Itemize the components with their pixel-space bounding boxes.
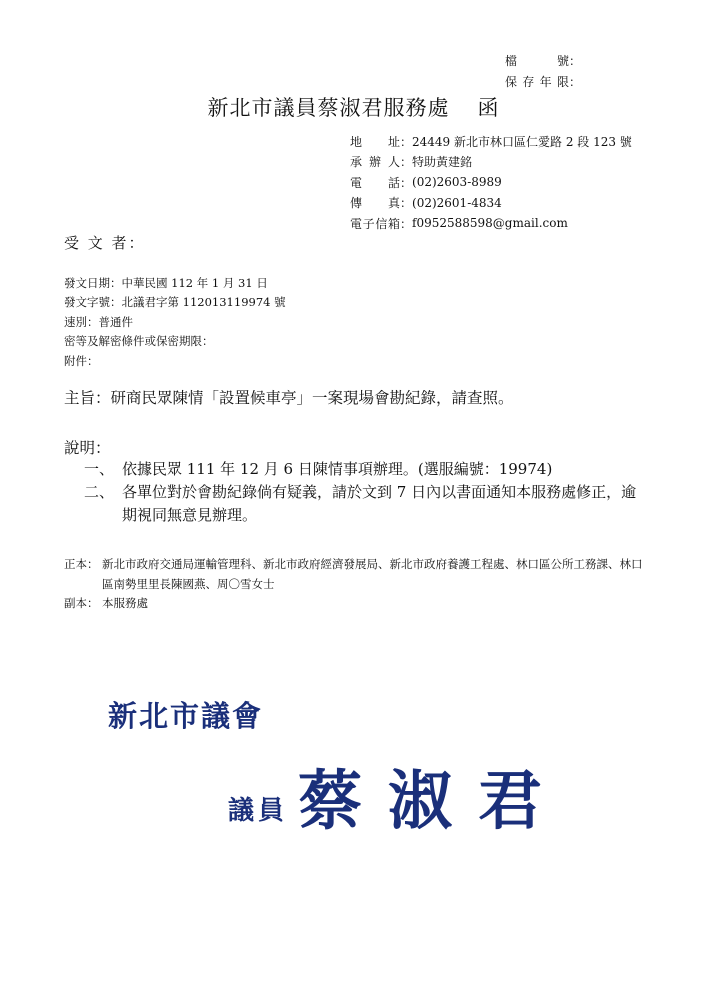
original-label: 正本： xyxy=(64,557,99,571)
subject-line: 主旨：研商民眾陳情「設置候車亭」一案現場會勘紀錄，請查照。 xyxy=(64,389,514,407)
contact-block xyxy=(350,131,632,234)
distribution-block xyxy=(64,555,644,614)
issue-date: 發文日期：中華民國 112 年 1 月 31 日 xyxy=(64,275,268,290)
attachment: 附件： xyxy=(64,353,99,368)
address-value: 24449 新北市林口區仁愛路 2 段 123 號 xyxy=(412,134,632,149)
phone-label: 電 話 xyxy=(350,175,400,190)
file-meta xyxy=(505,50,655,92)
document-title xyxy=(0,92,707,122)
document-type: 函 xyxy=(477,96,500,120)
original-recipients xyxy=(64,555,644,594)
address-row: 地 址 ： 24449 新北市林口區仁愛路 2 段 123 號 xyxy=(350,134,632,149)
phone-value: (02)2603-8989 xyxy=(412,175,502,190)
copy-recipients xyxy=(64,594,644,614)
retention-label: 保存年限 xyxy=(505,75,569,89)
fax-row: 傳 真 ： (02)2601-4834 xyxy=(350,195,502,211)
item-number: 二、 xyxy=(84,483,115,501)
handler-label: 承辦人 xyxy=(350,155,400,170)
document-meta xyxy=(64,273,286,371)
fax-label: 傳 真 xyxy=(350,196,400,211)
file-number-label: 檔 號 xyxy=(505,54,569,68)
description-heading: 說明： xyxy=(64,439,111,457)
copy-value: 本服務處 xyxy=(102,596,148,610)
description-item xyxy=(84,458,642,481)
delivery-speed: 速別：普通件 xyxy=(64,314,133,329)
retention-row: 保存年限 ： xyxy=(505,75,582,89)
council-stamp: 新北市議會 xyxy=(108,699,264,733)
copy-label: 副本： xyxy=(64,596,99,610)
item-number: 一、 xyxy=(84,460,115,478)
item-text: 各單位對於會勘紀錄倘有疑義，請於文到 7 日內以書面通知本服務處修正，逾期視同無意見辦理。 xyxy=(122,483,637,524)
email-value[interactable]: f0952588598@gmail.com xyxy=(412,216,568,231)
description-item xyxy=(84,481,642,527)
handler-value: 特助黃建銘 xyxy=(412,155,473,170)
handler-row: 承辦人 ： 特助黃建銘 xyxy=(350,155,473,170)
phone-row: 電 話 ： (02)2603-8989 xyxy=(350,175,502,190)
councilor-title-stamp: 議員 xyxy=(228,796,289,826)
document-number: 發文字號：北議君字第 112013119974 號 xyxy=(64,295,286,310)
recipient-label: 受 文 者： xyxy=(64,234,146,252)
secrecy-level: 密等及解密條件或保密期限： xyxy=(64,334,214,349)
fax-value: (02)2601-4834 xyxy=(412,195,502,210)
item-text: 依據民眾 111 年 12 月 6 日陳情事項辦理。(選服編號：19974) xyxy=(122,460,553,478)
original-value: 新北市政府交通局運輸管理科、新北市政府經濟發展局、新北市政府養護工程處、林口區公所工務課、林口區南勢里里長陳國燕、周〇雪女士 xyxy=(102,557,643,591)
address-label: 地 址 xyxy=(350,134,400,149)
email-row: 電子信箱 ： f0952588598@gmail.com xyxy=(350,216,568,231)
office-name: 新北市議員蔡淑君服務處 xyxy=(207,96,450,120)
description-items xyxy=(84,458,642,527)
councilor-name-stamp: 蔡淑君 xyxy=(298,764,568,839)
email-label: 電子信箱 xyxy=(350,216,400,231)
file-number-row: 檔 號 ： xyxy=(505,54,582,68)
